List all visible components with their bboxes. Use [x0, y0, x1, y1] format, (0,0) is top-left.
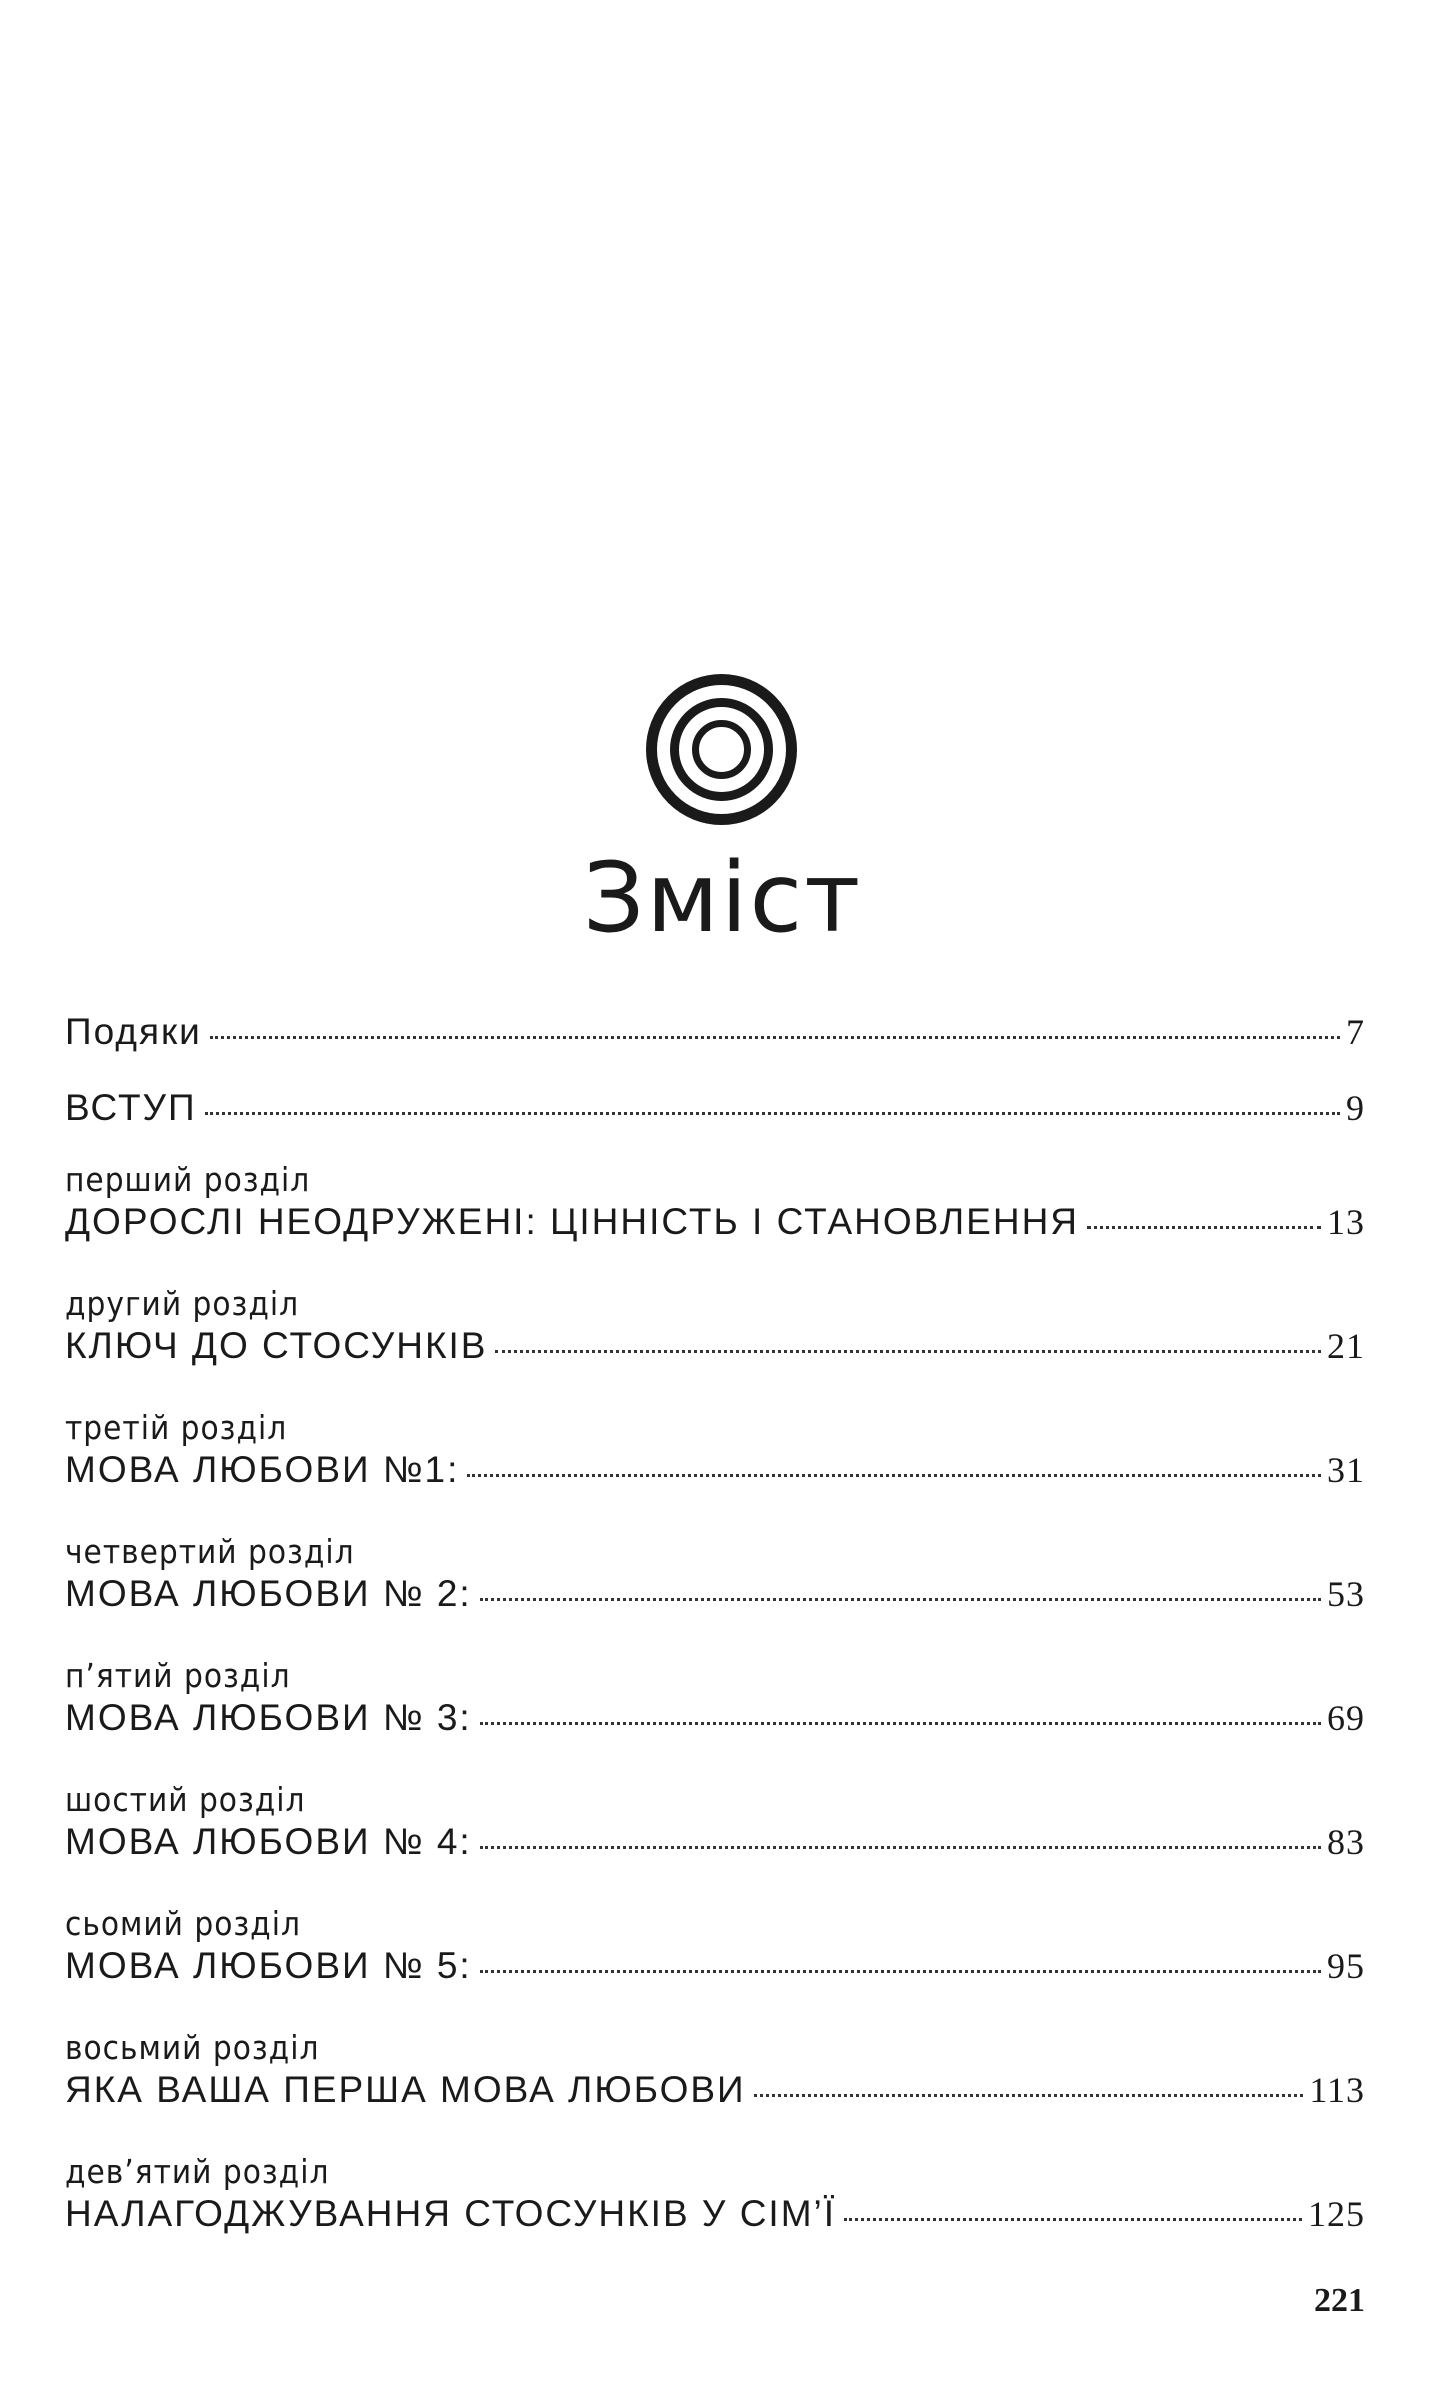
dot-leader	[210, 1036, 1340, 1039]
toc-entry-page: 113	[1309, 2070, 1365, 2110]
dot-leader	[1087, 1226, 1321, 1229]
toc-entry-chapter-5[interactable]	[65, 1656, 1365, 1740]
chapter-label: четвертий розділ	[65, 1532, 355, 1571]
toc-entry-title: МОВА ЛЮБОВИ № 2:	[65, 1573, 472, 1614]
toc-entry-title: МОВА ЛЮБОВИ № 3:	[65, 1697, 472, 1738]
toc-entry-page: 125	[1308, 2194, 1365, 2234]
dot-leader	[495, 1350, 1321, 1353]
toc-entry-title: НАЛАГОДЖУВАННЯ СТОСУНКІВ У СІМ’Ї	[65, 2193, 837, 2234]
chapter-label: перший розділ	[65, 1160, 311, 1199]
toc-entry-row	[65, 1572, 1365, 1616]
toc-entry-chapter-3[interactable]	[65, 1408, 1365, 1492]
toc-entry-page: 21	[1327, 1326, 1365, 1366]
chapter-label: другий розділ	[65, 1284, 300, 1323]
toc-entry-title: МОВА ЛЮБОВИ № 4:	[65, 1821, 472, 1862]
toc-entry-row	[65, 2192, 1365, 2236]
toc-entry-chapter-8[interactable]	[65, 2028, 1365, 2112]
toc-entry-chapter-9[interactable]	[65, 2152, 1365, 2236]
toc-entry-row	[65, 1944, 1365, 1988]
table-of-contents	[65, 1010, 1365, 2236]
dot-leader	[754, 2094, 1304, 2097]
chapter-label: дев’ятий розділ	[65, 2152, 330, 2191]
toc-entry-chapter-6[interactable]	[65, 1780, 1365, 1864]
toc-entry-page: 7	[1346, 1012, 1365, 1052]
chapter-label: п’ятий розділ	[65, 1656, 291, 1695]
toc-entry-page: 53	[1327, 1574, 1365, 1614]
dot-leader	[205, 1112, 1340, 1115]
toc-entry-row	[65, 1324, 1365, 1368]
toc-entry-introduction[interactable]	[65, 1086, 1365, 1130]
contents-heading: Зміст	[582, 842, 863, 954]
toc-entry-page: 69	[1327, 1698, 1365, 1738]
toc-entry-row	[65, 1200, 1365, 1244]
concentric-circles-icon	[644, 672, 799, 827]
toc-entry-page: 31	[1327, 1450, 1365, 1490]
toc-entry-title: ДОРОСЛІ НЕОДРУЖЕНІ: ЦІННІСТЬ І СТАНОВЛЕННЯ	[65, 1201, 1080, 1242]
toc-entry-title: МОВА ЛЮБОВИ № 5:	[65, 1945, 472, 1986]
dot-leader	[480, 1722, 1321, 1725]
toc-entry-row	[65, 2068, 1365, 2112]
chapter-label: восьмий розділ	[65, 2028, 320, 2067]
chapter-label: шостий розділ	[65, 1780, 306, 1819]
dot-leader	[467, 1474, 1321, 1477]
toc-entry-page: 83	[1327, 1822, 1365, 1862]
toc-entry-chapter-4[interactable]	[65, 1532, 1365, 1616]
toc-entry-chapter-7[interactable]	[65, 1904, 1365, 1988]
chapter-label: сьомий розділ	[65, 1904, 301, 1943]
dot-leader	[480, 1846, 1321, 1849]
toc-entry-row	[65, 1820, 1365, 1864]
toc-entry-chapter-2[interactable]	[65, 1284, 1365, 1368]
toc-entry-row	[65, 1010, 1365, 1054]
toc-entry-title: ЯКА ВАША ПЕРША МОВА ЛЮБОВИ	[65, 2069, 746, 2110]
toc-entry-acknowledgements[interactable]	[65, 1010, 1365, 1054]
toc-entry-row	[65, 1696, 1365, 1740]
chapter-label: третій розділ	[65, 1408, 288, 1447]
page-number: 221	[1314, 2282, 1365, 2319]
dot-leader	[844, 2218, 1302, 2221]
toc-entry-chapter-1[interactable]	[65, 1160, 1365, 1244]
toc-entry-title: МОВА ЛЮБОВИ №1:	[65, 1449, 460, 1490]
toc-entry-page: 9	[1346, 1088, 1365, 1128]
toc-entry-title: Подяки	[65, 1011, 202, 1052]
dot-leader	[480, 1970, 1321, 1973]
toc-entry-page: 13	[1327, 1202, 1365, 1242]
toc-entry-title: КЛЮЧ ДО СТОСУНКІВ	[65, 1325, 488, 1366]
toc-entry-row	[65, 1448, 1365, 1492]
toc-entry-row	[65, 1086, 1365, 1130]
toc-entry-page: 95	[1327, 1946, 1365, 1986]
dot-leader	[480, 1598, 1321, 1601]
toc-entry-title: ВСТУП	[65, 1087, 197, 1128]
